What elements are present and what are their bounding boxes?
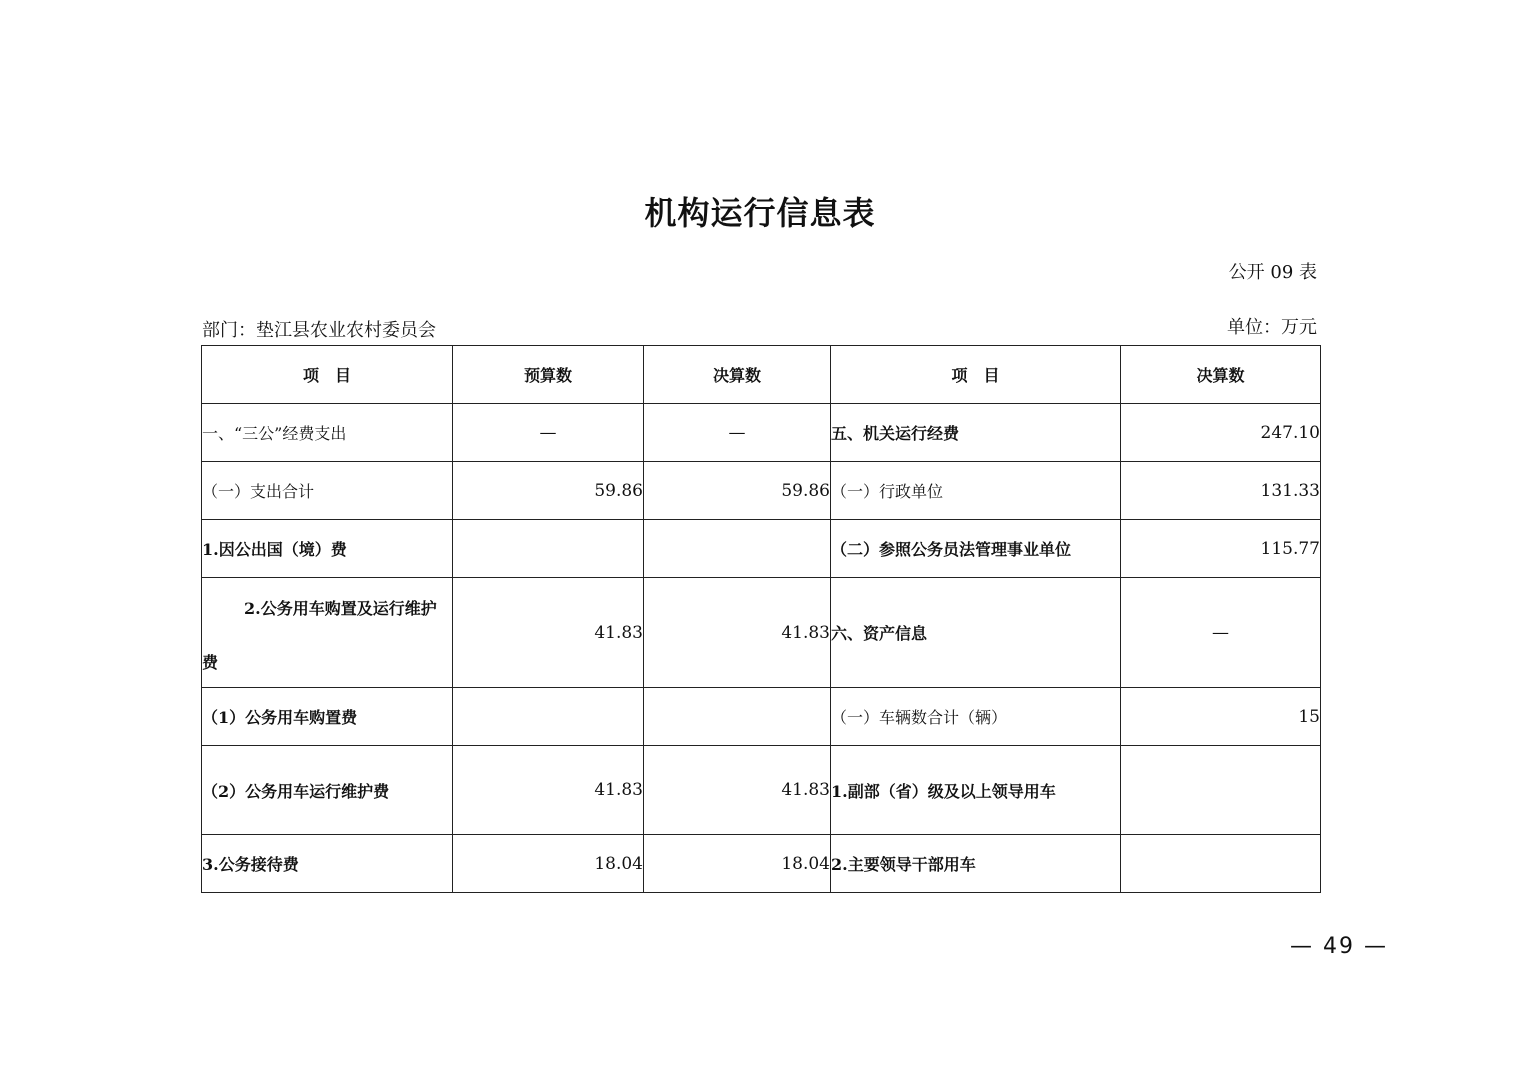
row-label-vehicle-maintenance: （2）公务用车运行维护费: [202, 746, 453, 835]
table-row: [202, 520, 1321, 578]
row-label-asset-info: 六、资产信息: [831, 578, 1121, 688]
cell-budget: 18.04: [453, 835, 644, 893]
table-row: [202, 688, 1321, 746]
cell-final: 41.83: [644, 746, 831, 835]
row-label-senior-leader-vehicles: 1.副部（省）级及以上领导用车: [831, 746, 1121, 835]
table-row: [202, 835, 1321, 893]
cell-final: —: [644, 404, 831, 462]
row-label-vehicle-purchase: （1）公务用车购置费: [202, 688, 453, 746]
table-row: [202, 578, 1321, 688]
row-label-reception-expenses: 3.公务接待费: [202, 835, 453, 893]
cell-final: 41.83: [644, 578, 831, 688]
cell-final: [644, 520, 831, 578]
row-label-overseas-travel: 1.因公出国（境）费: [202, 520, 453, 578]
row-label-operating-expenses: 五、机关运行经费: [831, 404, 1121, 462]
header-right-item: 项 目: [831, 346, 1121, 404]
document-title: 机构运行信息表: [644, 194, 876, 232]
row-label-main-leader-vehicles: 2.主要领导干部用车: [831, 835, 1121, 893]
header-final-left: 决算数: [644, 346, 831, 404]
row-label-total-expenditure: （一）支出合计: [202, 462, 453, 520]
header-left-item: 项 目: [202, 346, 453, 404]
row-label-vehicle-expenses-line2: 费: [202, 653, 219, 672]
cell-budget: 59.86: [453, 462, 644, 520]
cell-right-value: 115.77: [1121, 520, 1321, 578]
cell-budget: —: [453, 404, 644, 462]
row-label-three-public-expenses: 一、“三公”经费支出: [202, 404, 453, 462]
cell-budget: 41.83: [453, 578, 644, 688]
cell-budget: 41.83: [453, 746, 644, 835]
cell-right-value: 131.33: [1121, 462, 1321, 520]
cell-right-value: 15: [1121, 688, 1321, 746]
form-code: 公开 09 表: [1228, 262, 1317, 283]
page-number: — 49 —: [1290, 934, 1388, 959]
row-label-civil-service-units: （二）参照公务员法管理事业单位: [831, 520, 1121, 578]
table-row: [202, 746, 1321, 835]
institution-info-table: [201, 345, 1321, 893]
table-row: [202, 404, 1321, 462]
cell-right-value: [1121, 746, 1321, 835]
row-label-vehicle-expenses: [202, 578, 453, 688]
row-label-vehicle-count: （一）车辆数合计（辆）: [831, 688, 1121, 746]
cell-right-value: [1121, 835, 1321, 893]
table-row: [202, 462, 1321, 520]
cell-budget: [453, 520, 644, 578]
row-label-administrative-units: （一）行政单位: [831, 462, 1121, 520]
cell-budget: [453, 688, 644, 746]
row-label-vehicle-expenses-line1: 2.公务用车购置及运行维护: [244, 599, 437, 618]
cell-final: [644, 688, 831, 746]
cell-final: 18.04: [644, 835, 831, 893]
header-final-right: 决算数: [1121, 346, 1321, 404]
department-label: 部门：垫江县农业农村委员会: [202, 320, 436, 341]
table-header-row: [202, 346, 1321, 404]
cell-right-value: —: [1121, 578, 1321, 688]
cell-right-value: 247.10: [1121, 404, 1321, 462]
unit-label: 单位：万元: [1227, 317, 1317, 338]
header-budget: 预算数: [453, 346, 644, 404]
cell-final: 59.86: [644, 462, 831, 520]
